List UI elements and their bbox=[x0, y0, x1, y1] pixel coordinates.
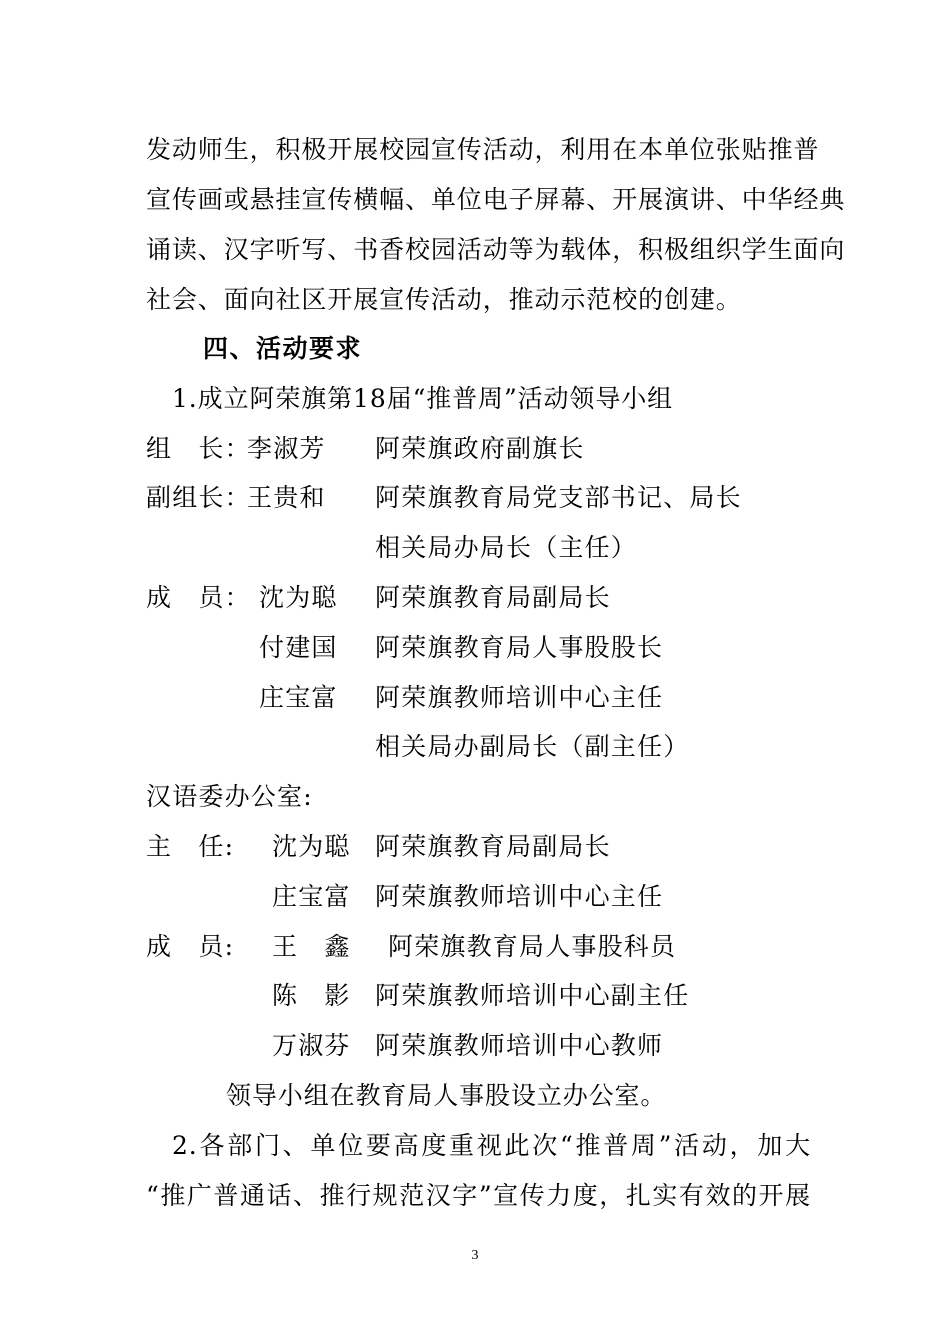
person-name: 庄宝富 bbox=[272, 882, 351, 911]
role-label: 主 任: bbox=[146, 832, 235, 861]
person-title: 阿荣旗教育局党支部书记、局长 bbox=[375, 483, 742, 512]
role-label: 副组长： bbox=[146, 483, 251, 512]
role-label: 成 员： bbox=[146, 583, 251, 612]
person-title: 阿荣旗政府副旗长 bbox=[375, 434, 585, 463]
paragraph-line: “推广普通话、推行规范汉字”宣传力度，扎实有效的开展 bbox=[146, 1181, 811, 1210]
person-name: 付建国 bbox=[259, 633, 338, 662]
paragraph-line: 社会、面向社区开展宣传活动，推动示范校的创建。 bbox=[146, 285, 742, 314]
person-title: 阿荣旗教师培训中心主任 bbox=[375, 882, 664, 911]
person-title: 相关局办副局长（副主任） bbox=[375, 732, 690, 761]
page-number: 3 bbox=[471, 1248, 479, 1263]
person-name: 王 鑫 bbox=[272, 932, 351, 961]
paragraph-line: 发动师生，积极开展校园宣传活动，利用在本单位张贴推普 bbox=[146, 135, 820, 164]
person-name: 王贵和 bbox=[247, 483, 326, 512]
person-title: 阿荣旗教师培训中心教师 bbox=[375, 1031, 664, 1060]
person-title: 阿荣旗教师培训中心主任 bbox=[375, 683, 664, 712]
person-name: 李淑芳 bbox=[247, 434, 326, 463]
office-heading: 汉语委办公室: bbox=[146, 782, 313, 811]
paragraph-line: 2.各部门、单位要高度重视此次“推普周”活动，加大 bbox=[172, 1131, 811, 1160]
person-title: 阿荣旗教育局副局长 bbox=[375, 583, 611, 612]
item-title: 1.成立阿荣旗第18届“推普周”活动领导小组 bbox=[172, 384, 674, 413]
person-title: 阿荣旗教育局副局长 bbox=[375, 832, 611, 861]
person-name: 万淑芬 bbox=[272, 1031, 351, 1060]
person-title: 阿荣旗教育局人事股科员 bbox=[388, 932, 677, 961]
person-title: 相关局办局长（主任） bbox=[375, 533, 638, 562]
person-title: 阿荣旗教师培训中心副主任 bbox=[375, 981, 690, 1010]
person-name: 陈 影 bbox=[272, 981, 351, 1010]
person-name: 沈为聪 bbox=[272, 832, 351, 861]
person-name: 庄宝富 bbox=[259, 683, 338, 712]
paragraph-line: 宣传画或悬挂宣传横幅、单位电子屏幕、开展演讲、中华经典 bbox=[146, 185, 846, 214]
person-name: 沈为聪 bbox=[259, 583, 338, 612]
role-label: 组 长： bbox=[146, 434, 251, 463]
person-title: 阿荣旗教育局人事股股长 bbox=[375, 633, 664, 662]
role-label: 成 员: bbox=[146, 932, 235, 961]
office-note: 领导小组在教育局人事股设立办公室。 bbox=[226, 1081, 667, 1110]
section-heading: 四、活动要求 bbox=[203, 334, 363, 363]
paragraph-line: 诵读、汉字听写、书香校园活动等为载体，积极组织学生面向 bbox=[146, 235, 846, 264]
